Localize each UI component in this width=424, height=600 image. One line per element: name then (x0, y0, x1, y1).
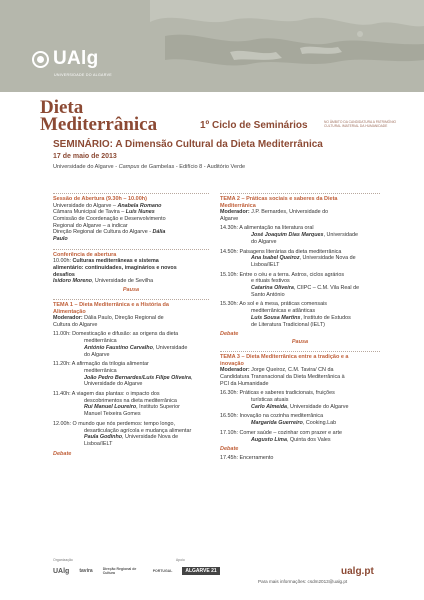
conference-speaker: Isidoro Moreno (53, 278, 92, 285)
logo-mark-icon (32, 51, 49, 68)
program-item-speaker: João Pedro Bernardes/Luís Filipe Oliveira (84, 374, 191, 381)
theme2-head1: TEMA 2 – Práticas sociais e saberes da Dieta (220, 196, 338, 202)
program-item-time: 15.10h: (220, 271, 238, 278)
mediterranean-map-graphic (0, 0, 424, 92)
website-link[interactable]: ualg.pt (341, 566, 374, 577)
program-item (220, 249, 380, 269)
program-item-affiliation: , Instituto de Estudos (300, 314, 351, 321)
program-item-title (220, 390, 380, 397)
opening-line (53, 203, 209, 210)
program-item-affiliation-cont: do Algarve (251, 238, 277, 245)
support-label: Apoio (175, 558, 185, 562)
program-item-time: 14.50h: (220, 248, 238, 255)
debate-label: Debate (53, 450, 72, 457)
theme3-moderator (220, 367, 380, 374)
program-item-title-cont: mediterrânica (84, 338, 117, 345)
program-item-text: O mundo que nós perdemos: tempo longo, (72, 420, 175, 427)
program-item (53, 421, 209, 448)
opening-line (53, 216, 209, 223)
moderator-label: Moderador: (220, 209, 250, 215)
program-item-text: A afirmação da trilogia alimentar (71, 361, 149, 368)
portugal-logo: PORTUGAL (152, 569, 173, 573)
opening-line-text: Comissão de Coordenação e Desenvolvimento (53, 215, 166, 222)
program-item-speaker: Catarina Oliveira (251, 285, 294, 292)
program-item-affiliation: , Universidade Nova de (122, 434, 179, 441)
program-item-speaker-line (220, 404, 380, 411)
moderator-label: Moderador: (220, 367, 250, 374)
program-item-speaker: Luís Sousa Martins (251, 314, 301, 321)
seminar-venue (53, 164, 245, 170)
program-item-affiliation: , (190, 374, 193, 381)
pause-label: Pausa (122, 287, 140, 294)
opening-speaker: Anabela Romano (117, 202, 162, 209)
tavira-logo: tavira (79, 568, 93, 574)
program-item-speaker-line (53, 434, 209, 441)
conference-line3: desafios (53, 271, 75, 278)
theme2-moderator (220, 209, 380, 216)
program-item-time: 17.10h: (220, 429, 238, 436)
theme3-head1: TEMA 3 – Dieta Mediterrânica entre a tradição e a (220, 354, 349, 361)
conference-head: Conferência de abertura (53, 251, 117, 258)
program-item-time: 12.00h: (53, 420, 71, 427)
program-item-speaker: José Joaquim Dias Marques (251, 232, 324, 239)
opening-speaker: Paulo (53, 236, 68, 243)
venue-pre: Universidade do Algarve - (53, 164, 119, 170)
opening-line (53, 236, 209, 243)
program-item-time: 11.00h: (53, 331, 71, 338)
conference-line2: alimentário: continuidades, imaginários e novos (53, 264, 177, 271)
program-item-affiliation: , Cooking.Lab (302, 420, 337, 427)
theme2-moderator-2: Algarve (220, 215, 239, 222)
venue-campus: Campus (118, 164, 140, 170)
theme1-moderator-2: Cultura do Algarve (53, 321, 98, 328)
program-item-text: Entre o céu e a terra. Astros, ciclos agrários (239, 271, 345, 278)
logo-subtitle: UNIVERSIDADE DO ALGARVE (54, 73, 112, 77)
program-item-affiliation-cont: de Literatura Tradicional (IELT) (251, 321, 325, 328)
ualg-logo (32, 48, 99, 70)
program-item-affiliation-cont: Lisboa/IELT (251, 261, 280, 268)
event-title-line2: Mediterrânica (40, 114, 158, 135)
opening-head: Sessão de Abertura (9.30h – 10.00h) (53, 196, 147, 202)
program-item-speaker: Ana Isabel Queiroz (251, 255, 300, 262)
opening-line (53, 223, 209, 230)
program-item-title (53, 361, 209, 368)
program-item-time: 14.30h: (220, 225, 238, 232)
program-item-affiliation-cont: do Algarve (84, 351, 110, 358)
program-item-affiliation: , Universidade (152, 344, 188, 351)
program-item-title-cont: e rituais festivos (251, 278, 290, 285)
theme1-moderator (53, 315, 209, 322)
moderator-label: Moderador: (53, 315, 83, 322)
program-item-speaker-line (220, 232, 380, 239)
program-item-title (220, 430, 380, 437)
program-right-column (220, 193, 380, 468)
theme1-head1: TEMA 1 – Dieta Mediterrânica e a História da (53, 302, 169, 309)
program-item (220, 301, 380, 328)
opening-line (53, 229, 209, 236)
program-item-affiliation-cont: Santo António (251, 291, 285, 298)
conference-text1: Culturas mediterrâneas e sistema (72, 258, 159, 265)
program-item-speaker: Carlo Almeida (251, 403, 288, 410)
header-banner (0, 0, 424, 92)
program-item-speaker: Rui Manuel Loureiro (84, 404, 137, 411)
program-item-title (53, 421, 209, 428)
program-item-title-cont: mediterrânica (84, 367, 117, 374)
footer (0, 556, 424, 600)
program-item-affiliation: , CIIPC – C.M. Vila Real de (293, 285, 360, 292)
program-item-text: Domesticação e difusão: as origens da dieta (72, 331, 179, 338)
theme3-moderator-2: Candidatura Transnacional da Dieta Mediterrânica à (220, 373, 345, 380)
theme3-session (220, 351, 380, 462)
program-item-title-cont: turísticas atuais (251, 397, 289, 404)
theme1-items (53, 331, 209, 447)
program-item-text: Ao sol e à mesa, práticas comensais (239, 301, 327, 308)
closing-line (220, 455, 380, 462)
event-title (40, 99, 157, 133)
program-item-text: Paisagens literárias da dieta mediterrânica (239, 248, 342, 255)
program-item-title (220, 225, 380, 232)
theme3-head2: inovação (220, 360, 244, 367)
program-item-speaker-line (53, 375, 209, 382)
program-item-time: 16.30h: (220, 390, 238, 397)
program-item-affiliation: , Quinta dos Vales (286, 436, 331, 443)
opening-line-text: Direção Regional de Cultura do Algarve - (53, 229, 153, 236)
cycle-note: NO ÂMBITO DA CANDIDATURA A PATRIMÓNIO CULTURAL IMATERIAL DA HUMANIDADE (324, 120, 397, 128)
program-item-speaker-line (53, 345, 209, 352)
algarve21-logo: ALGARVE 21 (182, 567, 219, 575)
seminar-title: SEMINÁRIO: A Dimensão Cultural da Dieta Mediterrânica (53, 139, 323, 150)
theme3-moderator-3: PCI da Humanidade (220, 380, 269, 387)
program-item-title-cont: mediterrânicas e atlânticas (251, 308, 316, 315)
moderator-text: J.P. Bernardes, Universidade do (249, 209, 329, 215)
program-item (220, 430, 380, 443)
theme1-head2: Alimentação (53, 308, 86, 315)
masthead (40, 99, 410, 135)
program-item-affiliation-cont: Lisboa/IELT (84, 440, 113, 447)
conference-affiliation: , Universidade de Sevilha (91, 278, 154, 285)
program-item-text: A viagem das plantas: o impacto dos (71, 391, 160, 398)
conference-time: 10.00h: (53, 258, 71, 265)
program-item-text: Inovação na cozinha mediterrânica (239, 413, 324, 420)
opening-speaker: Luís Nunes (125, 209, 155, 216)
seminar-date: 17 de maio de 2013 (53, 153, 117, 160)
program-item-speaker: António Faustino Carvalho (84, 344, 153, 351)
program-item-title-cont: descobrimentos na dieta mediterrânica (84, 397, 177, 404)
program-item-speaker-line (220, 315, 380, 322)
program-item-affiliation-cont: Manuel Teixeira Gomes (84, 411, 141, 418)
program-item-affiliation: , Universidade do Algarve (287, 403, 349, 410)
program-item (53, 391, 209, 418)
program-item (53, 361, 209, 388)
partner-logos (53, 567, 220, 575)
program-item-time: 11.20h: (53, 361, 71, 368)
closing-label: Encerramento (239, 455, 274, 462)
opening-speaker: Dália (152, 229, 166, 236)
program-item-affiliation-cont: Universidade do Algarve (84, 381, 143, 388)
program-item-text: A alimentação na literatura oral (239, 225, 314, 232)
program-item (220, 413, 380, 426)
program-item (220, 225, 380, 245)
footer-labels (53, 558, 185, 562)
program-item (220, 272, 380, 299)
event-title-line1: Dieta (40, 97, 84, 118)
program-item (220, 390, 380, 410)
program-item-speaker-line (220, 420, 380, 427)
contact-info: Para mais informações: csdm2013@ualg.pt (258, 579, 348, 584)
program-item-time: 15.30h: (220, 301, 238, 308)
venue-post: de Gambelas - Edifício 8 - Auditório Verde (139, 164, 246, 170)
opening-conference (53, 249, 209, 293)
debate-label: Debate (220, 446, 239, 453)
culture-directorate-logo: Direção Regional de Cultura (102, 567, 137, 575)
program-item-title (53, 391, 209, 398)
program-item-title (53, 331, 209, 338)
program-item-speaker-line (220, 437, 380, 444)
program-item-time: 11.40h: (53, 391, 71, 398)
program-item-title (220, 249, 380, 256)
pause-label: Pausa (291, 339, 309, 346)
opening-session (53, 193, 209, 243)
program-item-speaker-line (220, 255, 380, 262)
conference-line1 (53, 258, 209, 265)
theme2-session (220, 193, 380, 345)
program-item-speaker-line (220, 285, 380, 292)
theme2-items (220, 225, 380, 328)
opening-line (53, 209, 209, 216)
conference-speaker-line (53, 278, 209, 285)
opening-line-text: Regional do Algarve – a indicar (53, 222, 128, 229)
program-item-affiliation: , Instituto Superior (136, 404, 180, 411)
theme3-items (220, 390, 380, 443)
program-item-title (220, 413, 380, 420)
program-item-text: Comer saúde – cozinhar com prazer e arte (239, 429, 342, 436)
program-item-speaker-line (53, 404, 209, 411)
program-item-title-cont: desarticulação agrícola e mudança alimentar (84, 427, 192, 434)
program-item-title (220, 301, 380, 308)
program-item-speaker: Augusto Lima (251, 436, 287, 443)
logo-text: UAlg (53, 48, 99, 69)
moderator-text: Dália Paulo, Direção Regional de (82, 315, 164, 322)
program-item-affiliation: , Universidade Nova de (299, 255, 356, 262)
ualg-footer-logo: UAlg (53, 567, 70, 575)
opening-line-text: Câmara Municipal de Tavira – (53, 209, 126, 216)
opening-line-text: Universidade do Algarve – (53, 202, 118, 209)
program-item-title (220, 272, 380, 279)
theme1-session (53, 299, 209, 457)
program-item-affiliation: , Universidade (323, 232, 358, 239)
organization-label: Organização (53, 558, 73, 562)
moderator-text: Jorge Queiroz, C.M. Tavira/ CN da (249, 367, 334, 374)
theme2-head2: Mediterrânica (220, 202, 256, 209)
program-item-speaker: Margarida Guerreiro (251, 420, 303, 427)
program-item-speaker: Paula Godinho (84, 434, 123, 441)
opening-lines (53, 203, 209, 243)
program-item-time: 16.50h: (220, 413, 238, 420)
debate-label: Debate (220, 331, 239, 338)
program-item (53, 331, 209, 358)
program-left-column (53, 193, 209, 463)
seminar-cycle: 1º Ciclo de Seminários (200, 120, 308, 131)
program-item-text: Práticas e saberes tradicionais, fruições (239, 390, 335, 397)
closing-time: 17.45h: (220, 455, 238, 462)
